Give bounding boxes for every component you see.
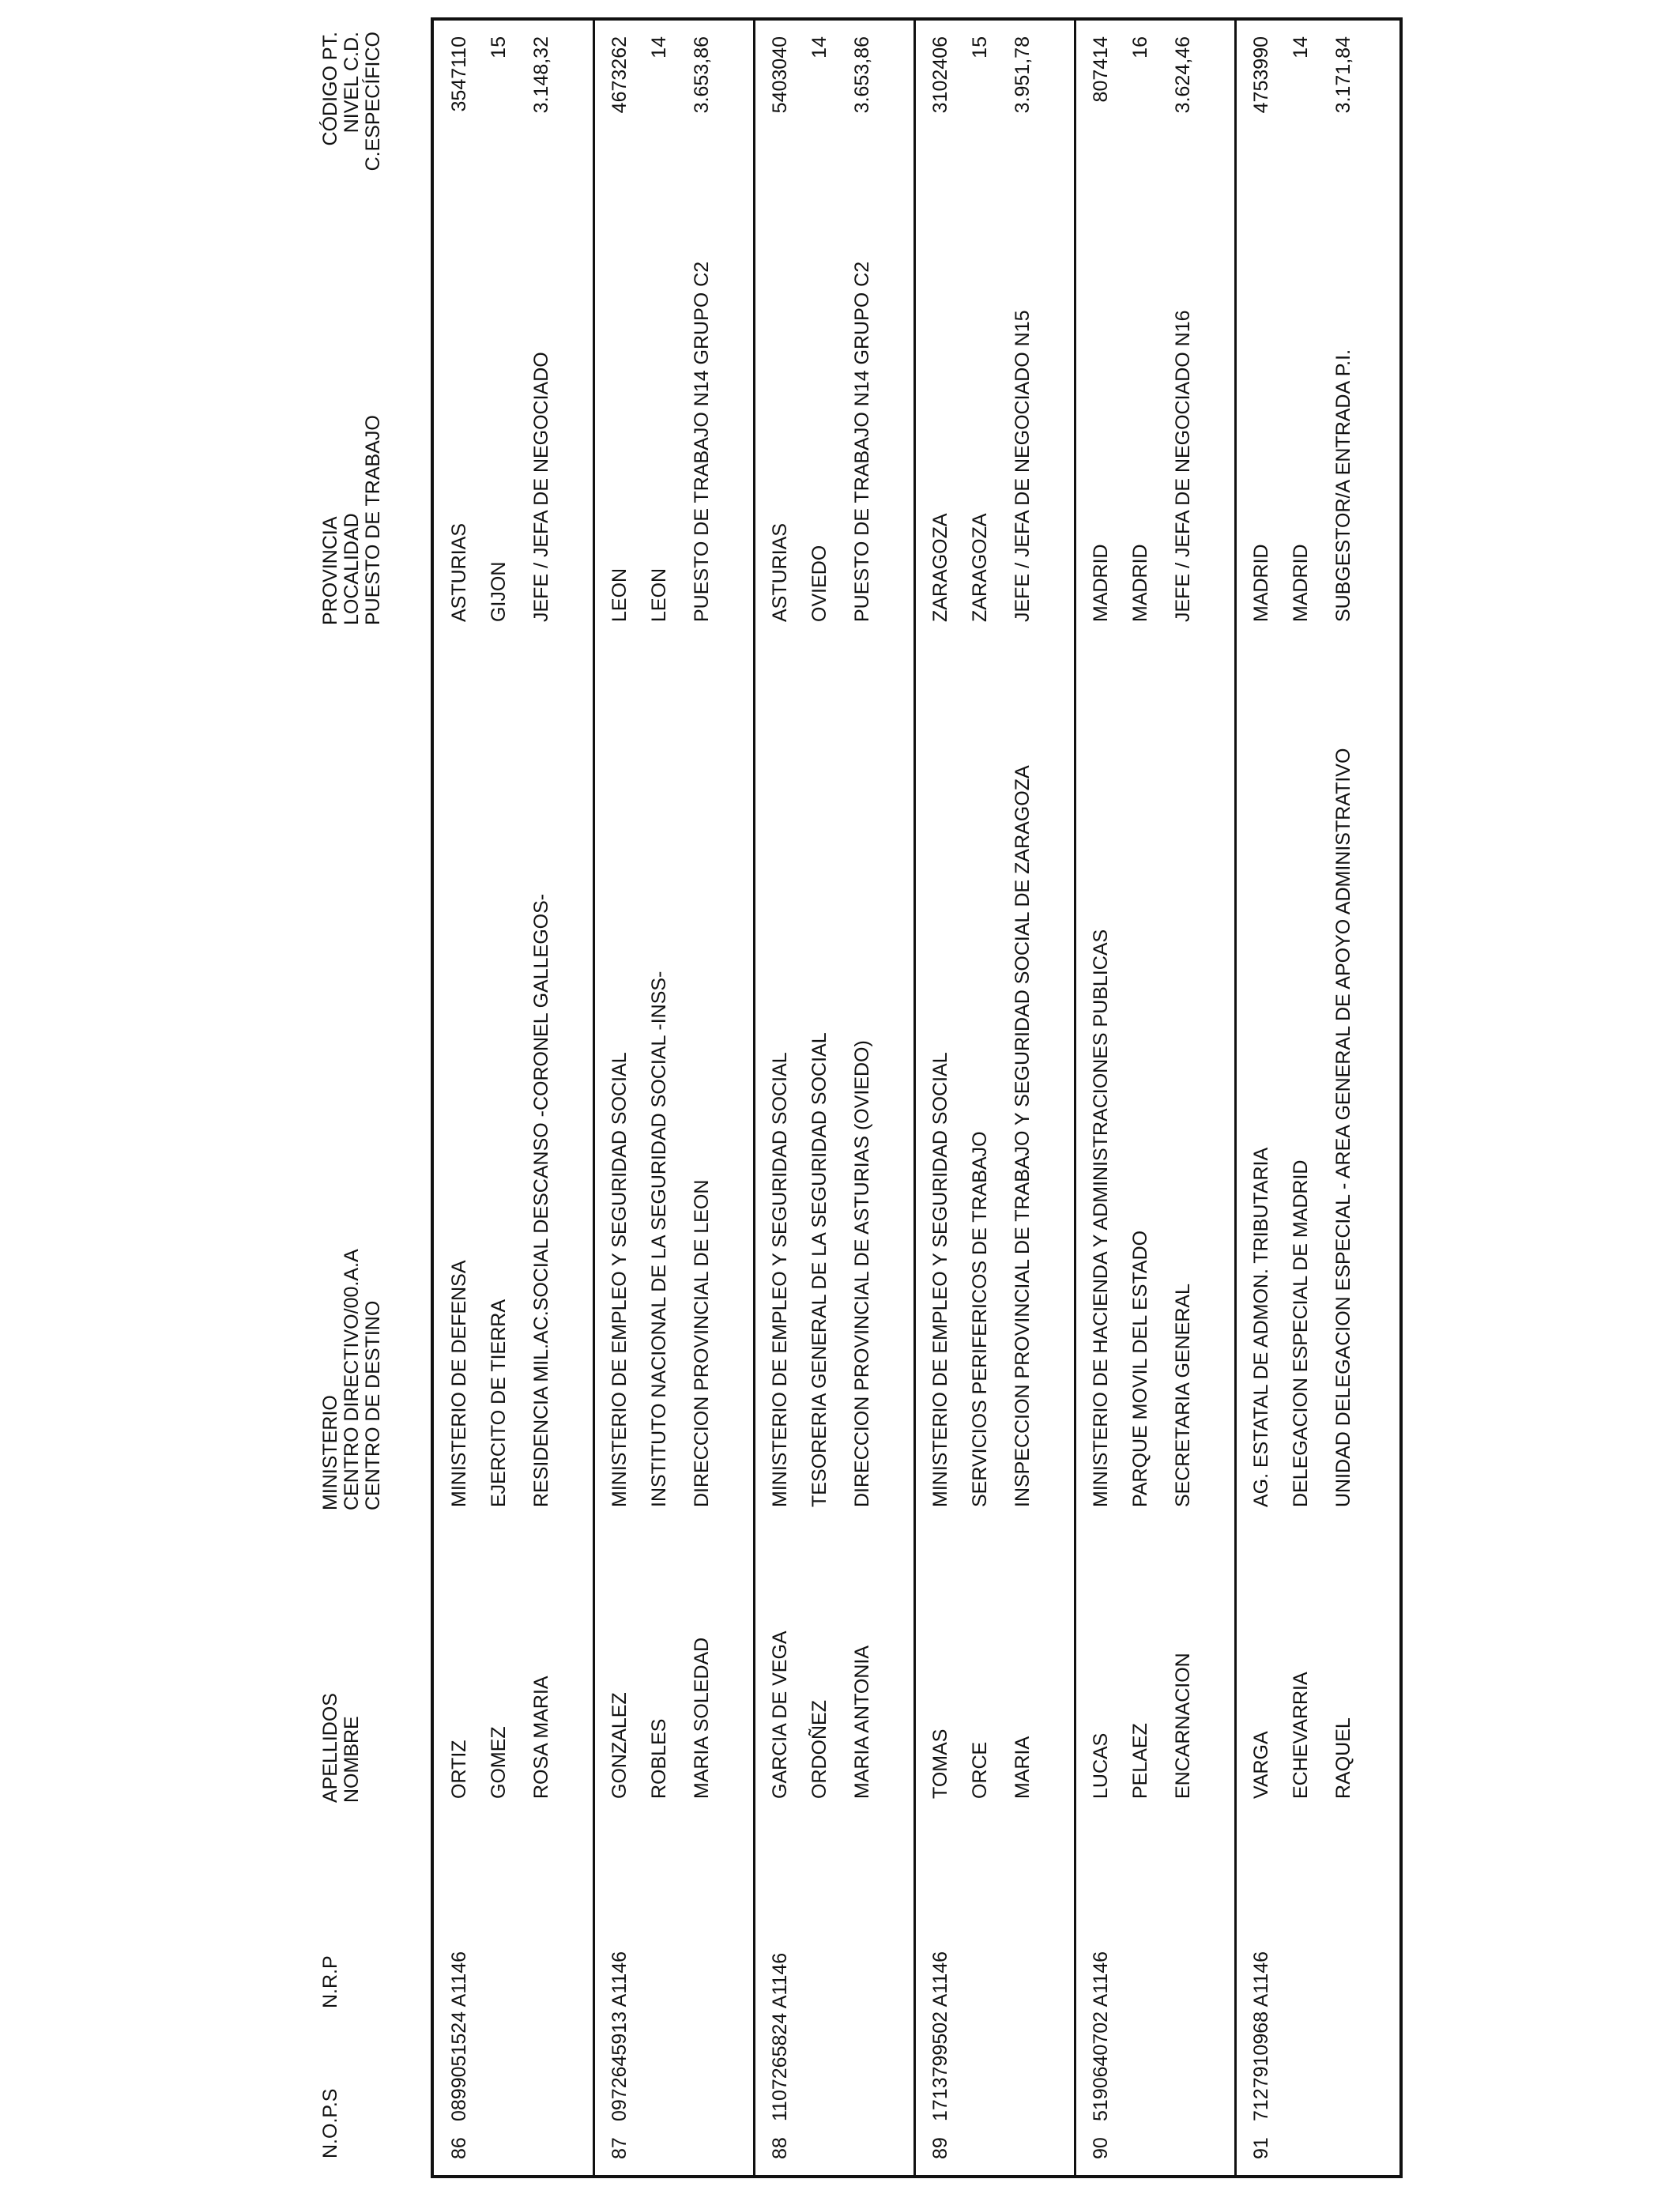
row-codigo: 5403040 <box>769 36 791 114</box>
row-puesto: PUESTO DE TRABAJO N14 GRUPO C2 <box>851 261 873 622</box>
row-puesto: JEFE / JEFA DE NEGOCIADO N15 <box>1011 310 1034 622</box>
records-table <box>431 17 1403 2178</box>
table-row <box>755 21 916 2175</box>
row-provincia: ASTURIAS <box>769 522 791 622</box>
row-apellido1: GARCIA DE VEGA <box>769 1630 791 1799</box>
row-nrp: 7127910968 A1146 <box>1250 1951 1272 2121</box>
row-nrp: 0899051524 A1146 <box>448 1951 470 2121</box>
row-nops: 90 <box>1090 2137 1112 2159</box>
row-nops: 86 <box>448 2137 470 2159</box>
row-nombre: RAQUEL <box>1332 1717 1354 1799</box>
header-centro-directivo-label: CENTRO DIRECTIVO/00.A.A <box>341 1249 363 1510</box>
row-ministerio: MINISTERIO DE EMPLEO Y SEGURIDAD SOCIAL <box>608 1052 631 1507</box>
header-especifico-label: C.ESPECÍFICO <box>362 32 384 172</box>
row-codigo: 3547110 <box>448 36 470 112</box>
header-ministerio-label: MINISTERIO <box>319 1395 341 1510</box>
row-nivel: 14 <box>648 36 670 58</box>
row-centro-directivo: EJERCITO DE TIERRA <box>488 1299 510 1507</box>
row-centro-destino: SECRETARIA GENERAL <box>1172 1284 1194 1507</box>
row-nrp: 0972645913 A1146 <box>608 1951 631 2121</box>
header-provincia-label: PROVINCIA <box>319 516 341 625</box>
row-nivel: 16 <box>1129 36 1151 58</box>
row-especifico: 3.653,86 <box>691 36 713 114</box>
header-codigo <box>320 32 384 171</box>
table-row <box>1237 21 1397 2175</box>
row-localidad: MADRID <box>1129 544 1151 622</box>
row-puesto: JEFE / JEFA DE NEGOCIADO <box>530 352 552 622</box>
row-provincia: ASTURIAS <box>448 522 470 622</box>
table-row <box>916 21 1076 2175</box>
row-apellido2: ORCE <box>969 1741 991 1799</box>
table-row <box>595 21 755 2175</box>
row-nops: 89 <box>929 2137 951 2159</box>
row-apellido2: ECHEVARRIA <box>1290 1672 1312 1799</box>
row-localidad: LEON <box>648 567 670 622</box>
table-row <box>1076 21 1237 2175</box>
row-localidad: OVIEDO <box>808 545 831 622</box>
row-apellido1: ORTIZ <box>448 1740 470 1799</box>
row-provincia: MADRID <box>1090 544 1112 622</box>
row-centro-directivo: PARQUE MOVIL DEL ESTADO <box>1129 1230 1151 1507</box>
row-apellido2: GOMEZ <box>488 1726 510 1799</box>
row-ministerio: MINISTERIO DE EMPLEO Y SEGURIDAD SOCIAL <box>769 1052 791 1507</box>
row-apellido1: VARGA <box>1250 1731 1272 1799</box>
row-puesto: JEFE / JEFA DE NEGOCIADO N16 <box>1172 310 1194 622</box>
header-ministerio <box>320 1249 384 1510</box>
row-centro-directivo: INSTITUTO NACIONAL DE LA SEGURIDAD SOCIAL -INSS- <box>648 971 670 1507</box>
row-ministerio: MINISTERIO DE EMPLEO Y SEGURIDAD SOCIAL <box>929 1052 951 1507</box>
header-nrp <box>320 1955 341 2008</box>
header-puesto-label: PUESTO DE TRABAJO <box>362 415 384 625</box>
row-nombre: MARIA ANTONIA <box>851 1645 873 1799</box>
row-nivel: 14 <box>1290 36 1312 58</box>
row-nops: 91 <box>1250 2137 1272 2159</box>
row-nrp: 1713799502 A1146 <box>929 1951 951 2121</box>
header-nombre-label: NOMBRE <box>341 1716 363 1803</box>
row-nivel: 15 <box>488 36 510 58</box>
row-nops: 88 <box>769 2137 791 2159</box>
header-codigo-label: CÓDIGO PT. <box>319 32 341 146</box>
row-provincia: ZARAGOZA <box>929 513 951 622</box>
header-centro-destino-label: CENTRO DE DESTINO <box>362 1300 384 1510</box>
row-centro-directivo: DELEGACION ESPECIAL DE MADRID <box>1290 1159 1312 1507</box>
row-especifico: 3.148,32 <box>530 36 552 114</box>
row-puesto: SUBGESTOR/A ENTRADA P.I. <box>1332 349 1354 622</box>
row-centro-directivo: TESORERIA GENERAL DE LA SEGURIDAD SOCIAL <box>808 1032 831 1507</box>
row-nivel: 14 <box>808 36 831 58</box>
row-ministerio: MINISTERIO DE HACIENDA Y ADMINISTRACIONES PUBLICAS <box>1090 929 1112 1507</box>
header-localidad-label: LOCALIDAD <box>341 513 363 625</box>
row-nombre: MARIA <box>1011 1736 1034 1799</box>
row-codigo: 4673262 <box>608 36 631 114</box>
row-especifico: 3.171,84 <box>1332 36 1354 114</box>
row-especifico: 3.624,46 <box>1172 36 1194 114</box>
row-provincia: MADRID <box>1250 544 1272 622</box>
row-especifico: 3.951,78 <box>1011 36 1034 114</box>
row-centro-destino: UNIDAD DELEGACION ESPECIAL - AREA GENERAL DE APOYO ADMINISTRATIVO <box>1332 748 1354 1507</box>
row-ministerio: MINISTERIO DE DEFENSA <box>448 1260 470 1507</box>
row-ministerio: AG. ESTATAL DE ADMON. TRIBUTARIA <box>1250 1147 1272 1507</box>
row-apellido1: TOMAS <box>929 1728 951 1799</box>
table-row <box>435 21 595 2175</box>
header-nops <box>320 2089 341 2158</box>
row-localidad: ZARAGOZA <box>969 513 991 622</box>
row-nombre: MARIA SOLEDAD <box>691 1637 713 1799</box>
row-centro-destino: INSPECCION PROVINCIAL DE TRABAJO Y SEGURIDAD SOCIAL DE ZARAGOZA <box>1011 765 1034 1507</box>
row-nivel: 15 <box>969 36 991 58</box>
row-localidad: MADRID <box>1290 544 1312 622</box>
row-codigo: 3102406 <box>929 36 951 114</box>
header-nivel-label: NIVEL C.D. <box>341 32 363 134</box>
header-nrp-label: N.R.P <box>319 1955 341 2008</box>
row-apellido2: PELAEZ <box>1129 1723 1151 1799</box>
row-nombre: ROSA MARIA <box>530 1676 552 1799</box>
header-apellidos-label: APELLIDOS <box>319 1693 341 1803</box>
header-apellidos-nombre <box>320 1693 363 1803</box>
row-codigo: 4753990 <box>1250 36 1272 114</box>
row-puesto: PUESTO DE TRABAJO N14 GRUPO C2 <box>691 261 713 622</box>
row-nombre: ENCARNACION <box>1172 1653 1194 1799</box>
row-apellido1: GONZALEZ <box>608 1692 631 1799</box>
row-apellido2: ROBLES <box>648 1718 670 1799</box>
header-nops-label: N.O.P.S <box>319 2088 341 2158</box>
row-centro-directivo: SERVICIOS PERIFERICOS DE TRABAJO <box>969 1131 991 1507</box>
row-apellido1: LUCAS <box>1090 1732 1112 1799</box>
row-centro-destino: DIRECCION PROVINCIAL DE ASTURIAS (OVIEDO) <box>851 1040 873 1507</box>
row-nrp: 5190640702 A1146 <box>1090 1951 1112 2121</box>
header-provincia <box>320 415 384 625</box>
row-localidad: GIJON <box>488 561 510 622</box>
row-apellido2: ORDOÑEZ <box>808 1700 831 1799</box>
row-provincia: LEON <box>608 567 631 622</box>
row-codigo: 807414 <box>1090 36 1112 103</box>
row-especifico: 3.653,86 <box>851 36 873 114</box>
row-nops: 87 <box>608 2137 631 2159</box>
row-centro-destino: RESIDENCIA MIL.AC.SOCIAL DESCANSO -CORONEL GALLEGOS- <box>530 893 552 1507</box>
row-nrp: 1107265824 A1146 <box>769 1952 791 2121</box>
row-centro-destino: DIRECCION PROVINCIAL DE LEON <box>691 1179 713 1507</box>
